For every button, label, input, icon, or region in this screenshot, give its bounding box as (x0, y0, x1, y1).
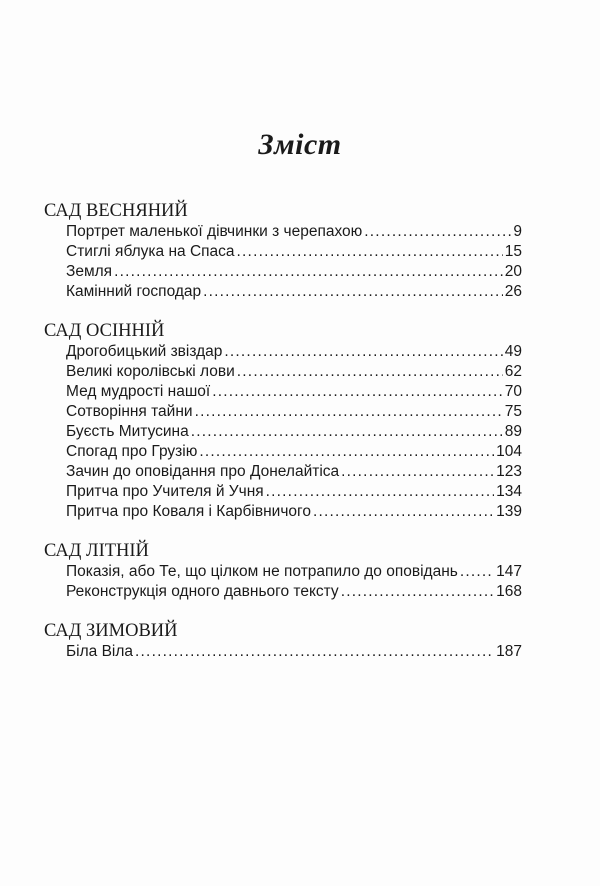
section-heading: САД ЛІТНІЙ (44, 541, 149, 561)
toc-entry (66, 562, 522, 582)
dot-leader (313, 502, 494, 522)
entry-page-number: 168 (496, 583, 522, 600)
entry-page-number: 62 (504, 363, 522, 380)
toc-section (44, 620, 522, 662)
entry-page-number: 70 (504, 383, 522, 400)
dot-leader (266, 482, 494, 502)
dot-leader (364, 222, 511, 242)
entry-title: Земля (66, 263, 113, 280)
section-heading: САД ЗИМОВИЙ (44, 621, 178, 641)
toc-entry (66, 342, 522, 362)
entry-title: Камінний господар (66, 283, 202, 300)
entry-title: Біла Віла (66, 643, 134, 660)
entry-title: Реконструкція одного давнього тексту (66, 583, 339, 600)
dot-leader (135, 642, 494, 662)
dot-leader (224, 342, 502, 362)
entry-page-number: 123 (496, 463, 522, 480)
dot-leader (212, 382, 503, 402)
table-of-contents (44, 200, 522, 662)
entry-page-number: 104 (496, 443, 522, 460)
dot-leader (341, 462, 494, 482)
toc-section (44, 200, 522, 302)
entry-title: Дрогобицький звіздар (66, 343, 223, 360)
toc-entry (66, 422, 522, 442)
entry-page-number: 26 (504, 283, 522, 300)
entry-page-number: 49 (504, 343, 522, 360)
dot-leader (341, 582, 494, 602)
toc-entry (66, 502, 522, 522)
toc-entry (66, 222, 522, 242)
toc-entry (66, 442, 522, 462)
dot-leader (114, 262, 503, 282)
entry-page-number: 147 (496, 563, 522, 580)
toc-entry (66, 262, 522, 282)
entry-title: Спогад про Грузію (66, 443, 198, 460)
toc-section (44, 540, 522, 602)
toc-entry (66, 242, 522, 262)
entry-title: Зачин до оповідання про Донелайтіса (66, 463, 340, 480)
dot-leader (195, 402, 503, 422)
entry-page-number: 187 (496, 643, 522, 660)
toc-section (44, 320, 522, 522)
entry-title: Буєсть Митусина (66, 423, 189, 440)
entry-page-number: 139 (496, 503, 522, 520)
section-heading: САД ОСІННІЙ (44, 321, 165, 341)
toc-entry (66, 582, 522, 602)
dot-leader (199, 442, 494, 462)
entry-title: Сотворіння тайни (66, 403, 193, 420)
dot-leader (237, 362, 503, 382)
dot-leader (203, 282, 503, 302)
entry-page-number: 9 (513, 223, 522, 240)
toc-entry (66, 462, 522, 482)
entry-title: Показія, або Те, що цілком не потрапило до оповідань (66, 563, 458, 580)
entry-page-number: 75 (504, 403, 522, 420)
entry-title: Мед мудрості нашої (66, 383, 211, 400)
entry-title: Портрет маленької дівчинки з черепахою (66, 223, 363, 240)
toc-entry (66, 282, 522, 302)
entry-title: Великі королівські лови (66, 363, 235, 380)
section-heading: САД ВЕСНЯНИЙ (44, 201, 188, 221)
entry-title: Притча про Учителя й Учня (66, 483, 264, 500)
entry-title: Притча про Коваля і Карбівничого (66, 503, 311, 520)
entry-page-number: 15 (504, 243, 522, 260)
entry-page-number: 134 (496, 483, 522, 500)
dot-leader (191, 422, 503, 442)
entry-page-number: 20 (504, 263, 522, 280)
dot-leader (237, 242, 503, 262)
entry-page-number: 89 (504, 423, 522, 440)
page-title: Зміст (258, 128, 342, 161)
toc-entry (66, 362, 522, 382)
toc-entry (66, 642, 522, 662)
toc-entry (66, 482, 522, 502)
dot-leader (460, 562, 494, 582)
toc-entry (66, 382, 522, 402)
toc-entry (66, 402, 522, 422)
entry-title: Стиглі яблука на Спаса (66, 243, 235, 260)
